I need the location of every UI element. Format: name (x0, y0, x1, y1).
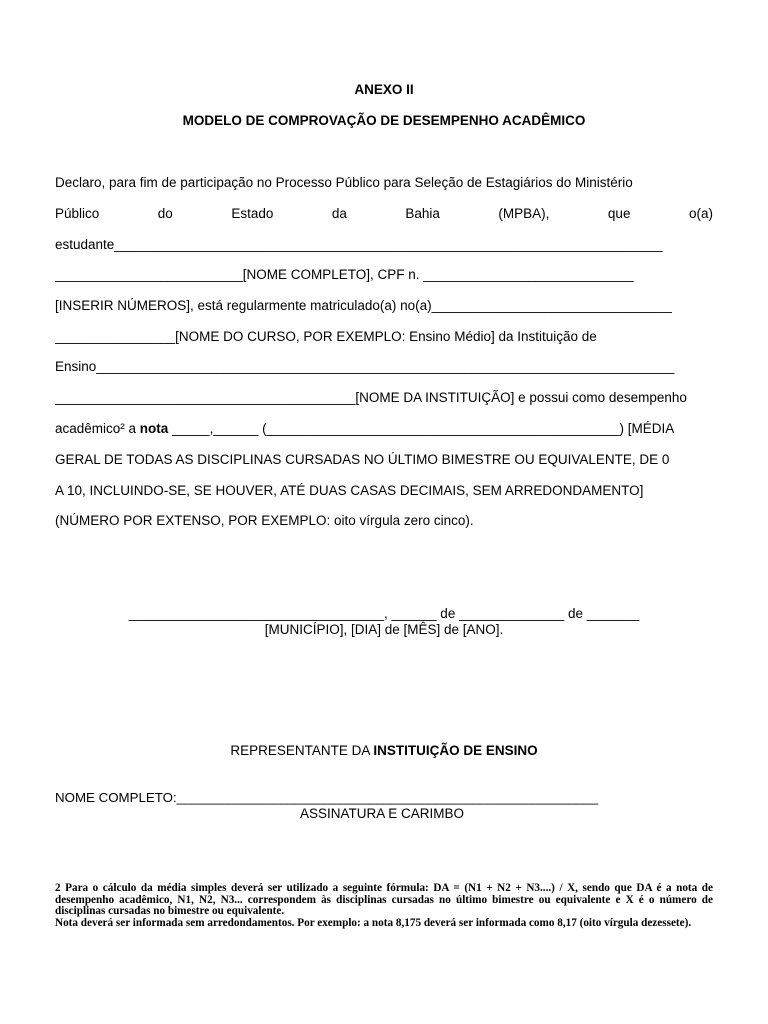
body-word: do (157, 206, 173, 221)
body-line-8: ________________________________________[NOME DA INSTITUIÇÃO] e possui como desempenho (55, 390, 687, 405)
body-line-7: Ensino_____________________________________________________________________________ (55, 359, 675, 374)
footnote (55, 883, 713, 929)
body-line-1: Declaro, para fim de participação no Processo Público para Seleção de Estagiários do Ministério (55, 175, 633, 190)
footnote-text: 2 Para o cálculo da média simples deverá ser utilizado a seguinte fórmula: DA = (N1 + N2 + N3....) / X, sendo que DA é a nota de desempenho acadêmico, N1, N2, N3... correspondem às disciplinas cursadas no último bimestre ou equivalente e X é o número de disciplinas cursadas no bimestre ou equivalente. (55, 882, 713, 917)
representative-prefix: REPRESENTANTE DA (230, 743, 374, 758)
body-line-12: (NÚMERO POR EXTENSO, POR EXEMPLO: oito vírgula zero cinco). (55, 513, 474, 528)
signature-caption: ASSINATURA E CARIMBO (299, 806, 465, 821)
body-line-10: GERAL DE TODAS AS DISCIPLINAS CURSADAS NO ÚLTIMO BIMESTRE OU EQUIVALENTE, DE 0 (55, 452, 670, 467)
body-word: o(a) (688, 206, 713, 221)
body-line-2 (55, 206, 713, 222)
body-line-6: ________________[NOME DO CURSO, POR EXEMPLO: Ensino Médio] da Instituição de (55, 329, 597, 344)
body-word: Público (55, 206, 100, 221)
date-caption: [MUNICÍPIO], [DIA] de [MÊS] de [ANO]. (264, 622, 504, 637)
body-line-11: A 10, INCLUINDO-SE, SE HOUVER, ATÉ DUAS CASAS DECIMAIS, SEM ARREDONDAMENTO] (55, 483, 644, 498)
body-line-4: _________________________[NOME COMPLETO], CPF n. ____________________________ (55, 267, 634, 282)
body-word: Estado (231, 206, 274, 221)
nota-label: nota (139, 421, 169, 436)
body-word: da (331, 206, 347, 221)
footnote-text-2: Nota deverá ser informada sem arredondamentos. Por exemplo: a nota 8,175 deverá ser informada como 8,17 (oito vírgula dezessete). (55, 916, 692, 929)
body-word: que (607, 206, 631, 221)
date-line: __________________________________, ______ de ______________ de _______ (128, 606, 640, 621)
annex-heading: ANEXO II (354, 82, 414, 97)
representative-heading (0, 743, 768, 758)
body-line-9 (55, 421, 713, 437)
body-word: (MPBA), (498, 206, 550, 221)
body-text: _____,______ (_______________________________________________) [MÉDIA (168, 421, 675, 436)
document-title: MODELO DE COMPROVAÇÃO DE DESEMPENHO ACADÊMICO (182, 113, 586, 128)
body-line-5: [INSERIR NÚMEROS], está regularmente matriculado(a) no(a)________________________________ (55, 298, 672, 313)
body-text: acadêmico² a (55, 421, 140, 436)
name-line: NOME COMPLETO:_________________________________________________________ (55, 790, 599, 805)
body-line-3: estudante_________________________________________________________________________ (55, 237, 663, 252)
body-word: Bahia (405, 206, 440, 221)
representative-bold: INSTITUIÇÃO DE ENSINO (373, 743, 538, 758)
